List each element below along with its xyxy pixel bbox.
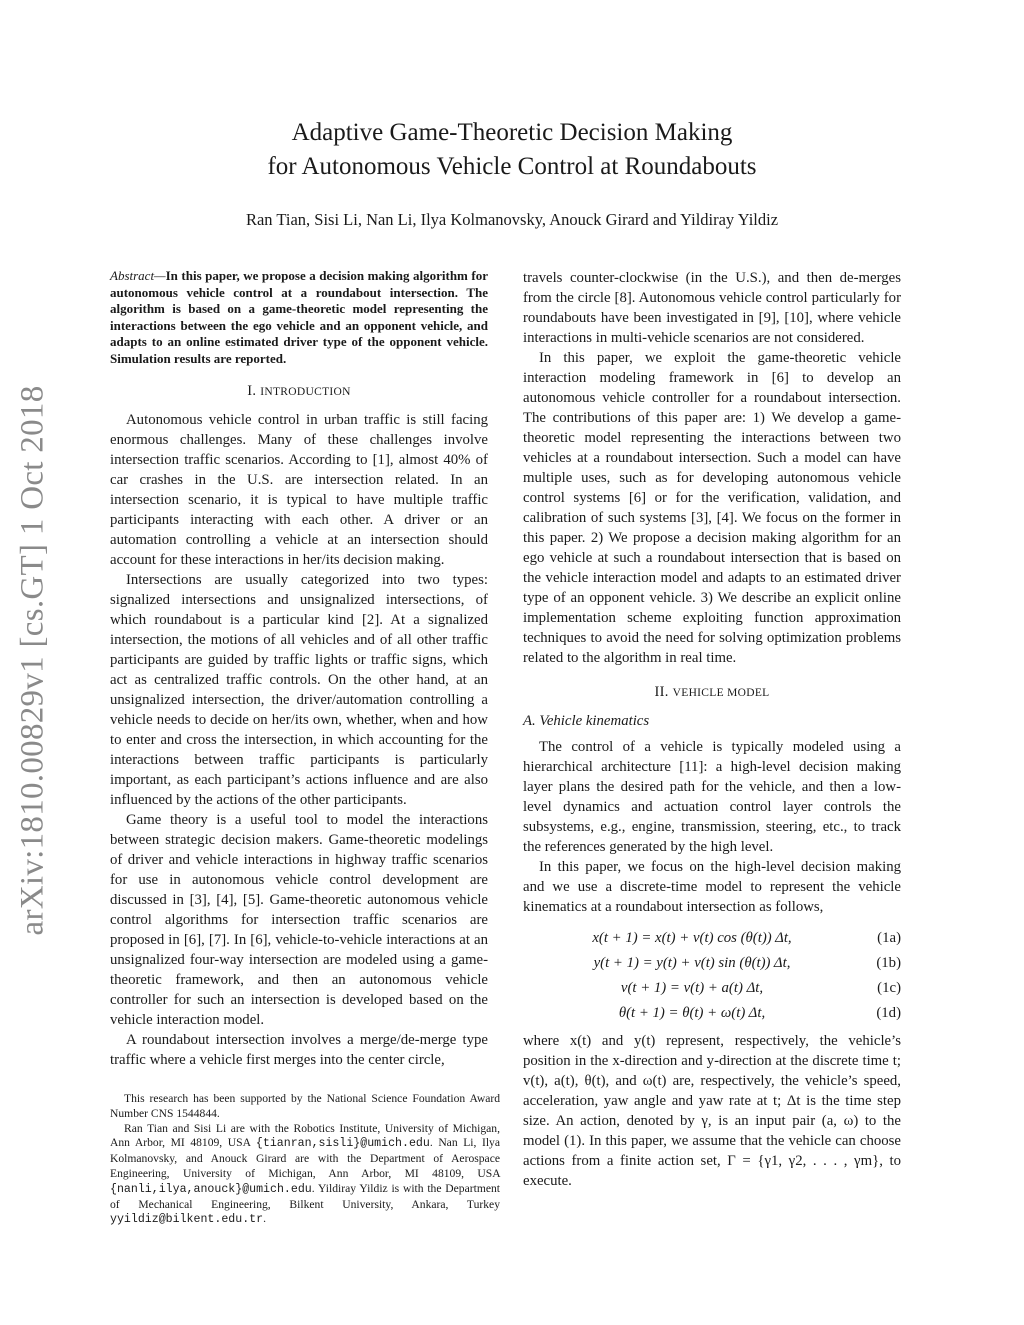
- abstract-label: Abstract—: [110, 268, 166, 283]
- equation-row: [523, 925, 901, 950]
- abstract-text: In this paper, we propose a decision making algorithm for autonomous vehicle control at a roundabout intersection. The algorithm is based on a game-theoretic model representing the interactions between the ego vehicle and an opponent vehicle, and adapts to an online estimated driver type of the opponent vehicle. Simulation results are reported.: [110, 268, 488, 366]
- footnote-affiliations: Ran Tian and Sisi Li are with the Robotics Institute, University of Michigan, Ann Arbor, MI 48109, USA {tianran,sisli}@umich.edu. Nan Li, Ilya Kolmanovsky, and Anouck Girard are with the Department of Aerospace Engineering, University of Michigan, Ann Arbor, MI 48109, USA {nanli,ilya,anouck}@umich.edu. Yildiray Yildiz is with the Department of Mechanical Engineering, Bilkent University, Ankara, Turkey yyildiz@bilkent.edu.tr.: [110, 1121, 500, 1227]
- right-paragraph-1: travels counter-clockwise (in the U.S.), and then de-merges from the circle [8]. Autonomous vehicle control particularly for roundabouts have been investigated in [9], [10], where vehicle interactions in multi-vehicle scenarios are not considered.: [523, 270, 901, 346]
- equation-body: v(t + 1) = v(t) + a(t) Δt,: [620, 979, 764, 996]
- equation-row: [523, 975, 901, 1000]
- equation-number: (1c): [877, 979, 901, 996]
- footnotes: [110, 1092, 500, 1228]
- affiliation-aerospace: Nan Li, Ilya Kolmanovsky, and Anouck Girard are with the Department of Aerospace Engineering, University of Michigan, Ann Arbor, MI 48109, USA: [110, 1136, 500, 1180]
- equation-number: (1d): [876, 1004, 901, 1021]
- equation-body: θ(t + 1) = θ(t) + ω(t) Δt,: [618, 1004, 766, 1021]
- abstract: [110, 268, 488, 367]
- title-line-1: Adaptive Game-Theoretic Decision Making: [291, 119, 733, 146]
- equation-number: (1b): [876, 954, 901, 971]
- equation-body: y(t + 1) = y(t) + v(t) sin (θ(t)) Δt,: [593, 954, 791, 971]
- right-column: [523, 268, 901, 1191]
- section-number: I.: [247, 383, 257, 399]
- paper-title: [120, 116, 904, 184]
- affiliation-robotics: Ran Tian and Sisi Li are with the Robotics Institute, University of Michigan, Ann Arbor, MI 48109, USA: [110, 1121, 500, 1150]
- section-title: VEHICLE MODEL: [672, 687, 770, 699]
- intro-paragraph-2: Intersections are usually categorized into two types: signalized intersections and unsignalized intersections, of which roundabout is a particular kind [2]. At a signalized intersection, the motions of all vehicles and of all other traffic participants are guided by traffic lights or traffic signs, which act as centralized traffic controls. On the other hand, at an unsignalized intersection, the driver/automation controlling a vehicle needs to decide on her/its own, whether, when and how to enter and cross the intersection, in which accounting for the interactions between traffic participants is particularly important, as each participant’s actions influence and are also influenced by the actions of the other participants.: [110, 572, 488, 808]
- arxiv-watermark: [8, 365, 58, 955]
- title-line-2: for Autonomous Vehicle Control at Roundabouts: [267, 153, 757, 180]
- intro-paragraph-4: A roundabout intersection involves a merge/de-merge type traffic where a vehicle first merges into the center circle,: [110, 1032, 488, 1068]
- model-paragraph-2: In this paper, we focus on the high-level decision making and we use a discrete-time model to represent the vehicle kinematics at a roundabout intersection as follows,: [523, 859, 901, 915]
- affiliation-bilkent: Yildiray Yildiz is with the Department of Mechanical Engineering, Bilkent University, Ankara, Turkey: [110, 1181, 500, 1211]
- equation-number: (1a): [877, 929, 901, 946]
- section-title: INTRODUCTION: [260, 386, 351, 398]
- equation-row: [523, 1000, 901, 1025]
- section-number: II.: [654, 684, 669, 700]
- arxiv-id: arXiv:1810.00829v1 [cs.GT] 1 Oct 2018: [14, 384, 51, 936]
- equation-row: [523, 950, 901, 975]
- model-paragraph-1: The control of a vehicle is typically modeled using a hierarchical architecture [11]: a high-level decision making layer plans the desired path for the vehicle, and then a low-level dynamics and actuation control layer controls the subsystems, e.g., engine, transmission, steering, etc., to track the references generated by the high level.: [523, 739, 901, 855]
- right-paragraph-2: In this paper, we exploit the game-theoretic vehicle interaction modeling framework in [6] to develop an autonomous vehicle controller for a roundabout intersection. The contributions of this paper are: 1) We develop a game-theoretic model representing the interactions between two vehicles at a roundabout intersection. Such a model can have multiple uses, such as for developing autonomous vehicle control systems [6] or for the verification, validation, and calibration of such systems [3], [4]. We focus on the former in this paper. 2) We propose a decision making algorithm for an ego vehicle at such a roundabout intersection that is based on the vehicle interaction model and adapts to an estimated driver type of an opponent vehicle. 3) We describe an explicit online implementation scheme exploiting function approximation techniques to avoid the need for solving optimization problems related to the algorithm in real time.: [523, 350, 901, 666]
- email-bilkent: yyildiz@bilkent.edu.tr: [110, 1213, 264, 1227]
- section-heading-vehicle-model: [523, 682, 901, 703]
- author-list: Ran Tian, Sisi Li, Nan Li, Ilya Kolmanovsky, Anouck Girard and Yildiray Yildiz: [245, 210, 779, 229]
- footnote-funding: This research has been supported by the National Science Foundation Award Number CNS 1544844.: [110, 1092, 500, 1120]
- subsection-heading: A. Vehicle kinematics: [523, 713, 650, 729]
- intro-paragraph-1: Autonomous vehicle control in urban traffic is still facing enormous challenges. Many of these challenges involve intersection traffic scenarios. According to [1], almost 40% of car crashes in the U.S. are intersection related. In an intersection scenario, it is typical to have multiple traffic participants interacting with each other. A driver or an automation controlling a vehicle at an intersection should account for these interactions in her/its decision making.: [110, 412, 488, 568]
- email-umich-1: {tianran,sisli}@umich.edu: [255, 1137, 430, 1151]
- model-paragraph-3: where x(t) and y(t) represent, respectively, the vehicle’s position in the x-direction and y-direction at the discrete time t; v(t), a(t), θ(t), and ω(t) are, respectively, the vehicle’s speed, acceleration, yaw angle and yaw rate at t; Δt is the time step size. An action, denoted by γ, is an input pair (a, ω) to the model (1). In this paper, we assume that the vehicle can choose actions from a finite action set, Γ = {γ1, γ2, . . . , γm}, to execute.: [523, 1033, 901, 1189]
- intro-paragraph-3: Game theory is a useful tool to model the interactions between strategic decision makers. Game-theoretic modelings of driver and vehicle interactions in highway traffic scenarios for use in autonomous vehicle control development are discussed in [3], [4], [5]. Game-theoretic autonomous vehicle control algorithms for intersection traffic scenarios are proposed in [6], [7]. In [6], vehicle-to-vehicle interactions at an unsignalized four-way intersection are modeled using a game-theoretic framework, and then an autonomous vehicle controller for such an intersection is developed based on the vehicle interaction model.: [110, 812, 488, 1028]
- left-column: [110, 268, 488, 1070]
- equation-body: x(t + 1) = x(t) + v(t) cos (θ(t)) Δt,: [592, 929, 792, 946]
- section-heading-introduction: [110, 381, 488, 402]
- equation-block: [523, 925, 901, 1025]
- email-umich-2: {nanli,ilya,anouck}@umich.edu: [110, 1182, 312, 1196]
